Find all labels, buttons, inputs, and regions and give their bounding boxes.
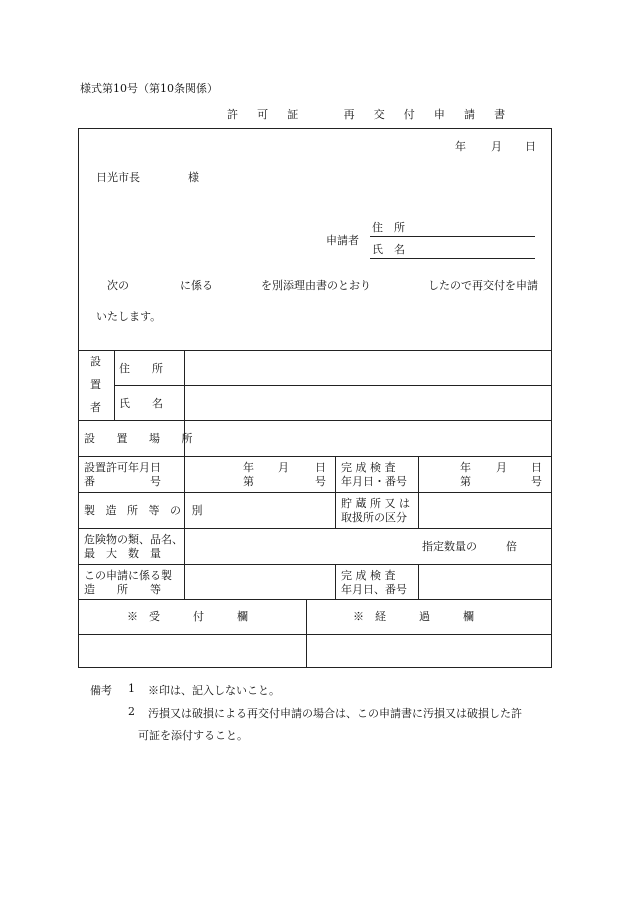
inspection2-date-label: 完 成 検 査 <box>341 569 396 582</box>
storage-type-label-2: 取扱所の区分 <box>341 511 407 524</box>
inspection-day: 日 <box>531 461 542 474</box>
label-column-divider <box>184 350 185 599</box>
installer-address-label: 住 所 <box>119 362 163 375</box>
inspection-month: 月 <box>496 461 507 474</box>
installer-label-char: 者 <box>90 401 101 414</box>
installer-label-char: 設 <box>90 355 101 368</box>
installer-divider <box>114 350 115 420</box>
permit-year: 年 <box>243 461 254 474</box>
inspection-year: 年 <box>460 461 471 474</box>
related-facility-label-2: 造 所 等 <box>84 583 161 596</box>
designated-quantity-label: 指定数量の <box>422 540 477 553</box>
row-line <box>79 492 551 493</box>
statement-part3: を別添理由書のとおり <box>261 279 371 292</box>
statement-part5: いたします。 <box>96 310 162 323</box>
installer-label-char: 置 <box>90 378 101 391</box>
document-title: 許 可 証 再 交 付 申 請 書 <box>227 108 513 121</box>
note-number: 2 <box>128 705 135 718</box>
inspection-go: 号 <box>531 475 542 488</box>
row-line <box>79 599 551 600</box>
reception-column-label: ※ 受 付 欄 <box>127 610 248 623</box>
row-line <box>79 420 551 421</box>
applicant-name-label: 氏 名 <box>372 243 405 256</box>
inspection-number-label: 年月日・番号 <box>341 475 407 488</box>
addressee-honorific: 様 <box>188 171 199 184</box>
notes-label: 備考 <box>90 684 112 697</box>
permit-day: 日 <box>315 461 326 474</box>
reception-divider <box>306 599 307 668</box>
inspection-no: 第 <box>460 475 471 488</box>
right-divider <box>418 564 419 599</box>
applicant-address-line <box>370 236 535 237</box>
form-number: 様式第10号（第10条関係） <box>80 82 218 95</box>
note-text-continued: 可証を添付すること。 <box>138 729 248 742</box>
note-text: ※印は、記入しないこと。 <box>148 684 280 697</box>
installer-mid-line <box>114 385 551 386</box>
note-text: 汚損又は破損による再交付申請の場合は、この申請書に汚損又は破損した許 <box>148 707 522 720</box>
applicant-address-label: 住 所 <box>372 221 405 234</box>
max-quantity-label: 最 大 数 量 <box>84 547 161 560</box>
permit-go: 号 <box>315 475 326 488</box>
date-month: 月 <box>491 140 502 153</box>
statement-part2: に係る <box>180 279 213 292</box>
permit-number-label: 番 号 <box>84 475 161 488</box>
middle-divider <box>335 564 336 599</box>
applicant-label: 申請者 <box>326 234 359 247</box>
storage-type-label: 貯 蔵 所 又 は <box>341 497 410 510</box>
related-facility-label: この申請に係る製 <box>84 569 172 582</box>
date-year: 年 <box>455 140 466 153</box>
location-label: 設 置 場 所 <box>84 432 202 445</box>
applicant-name-line <box>370 258 535 259</box>
hazmat-label: 危険物の類、品名、 <box>84 533 183 546</box>
row-line <box>79 564 551 565</box>
right-divider <box>418 456 419 528</box>
permit-no: 第 <box>243 475 254 488</box>
date-day: 日 <box>525 140 536 153</box>
facility-type-label: 製 造 所 等 の 別 <box>84 504 206 517</box>
note-number: 1 <box>128 682 135 695</box>
times-label: 倍 <box>506 540 517 553</box>
application-form <box>78 128 552 668</box>
row-line <box>79 456 551 457</box>
statement-part1: 次の <box>107 279 129 292</box>
addressee-name: 日光市長 <box>96 171 140 184</box>
statement-part4: したので再交付を申請 <box>428 279 538 292</box>
middle-divider <box>335 456 336 528</box>
inspection2-number-label: 年月日、番号 <box>341 583 407 596</box>
permit-month: 月 <box>278 461 289 474</box>
installer-name-label: 氏 名 <box>119 397 163 410</box>
row-line <box>79 634 551 635</box>
progress-column-label: ※ 経 過 欄 <box>353 610 474 623</box>
table-top-line <box>79 350 551 351</box>
permit-date-label: 設置許可年月日 <box>84 461 161 474</box>
row-line <box>79 528 551 529</box>
inspection-date-label: 完 成 検 査 <box>341 461 396 474</box>
